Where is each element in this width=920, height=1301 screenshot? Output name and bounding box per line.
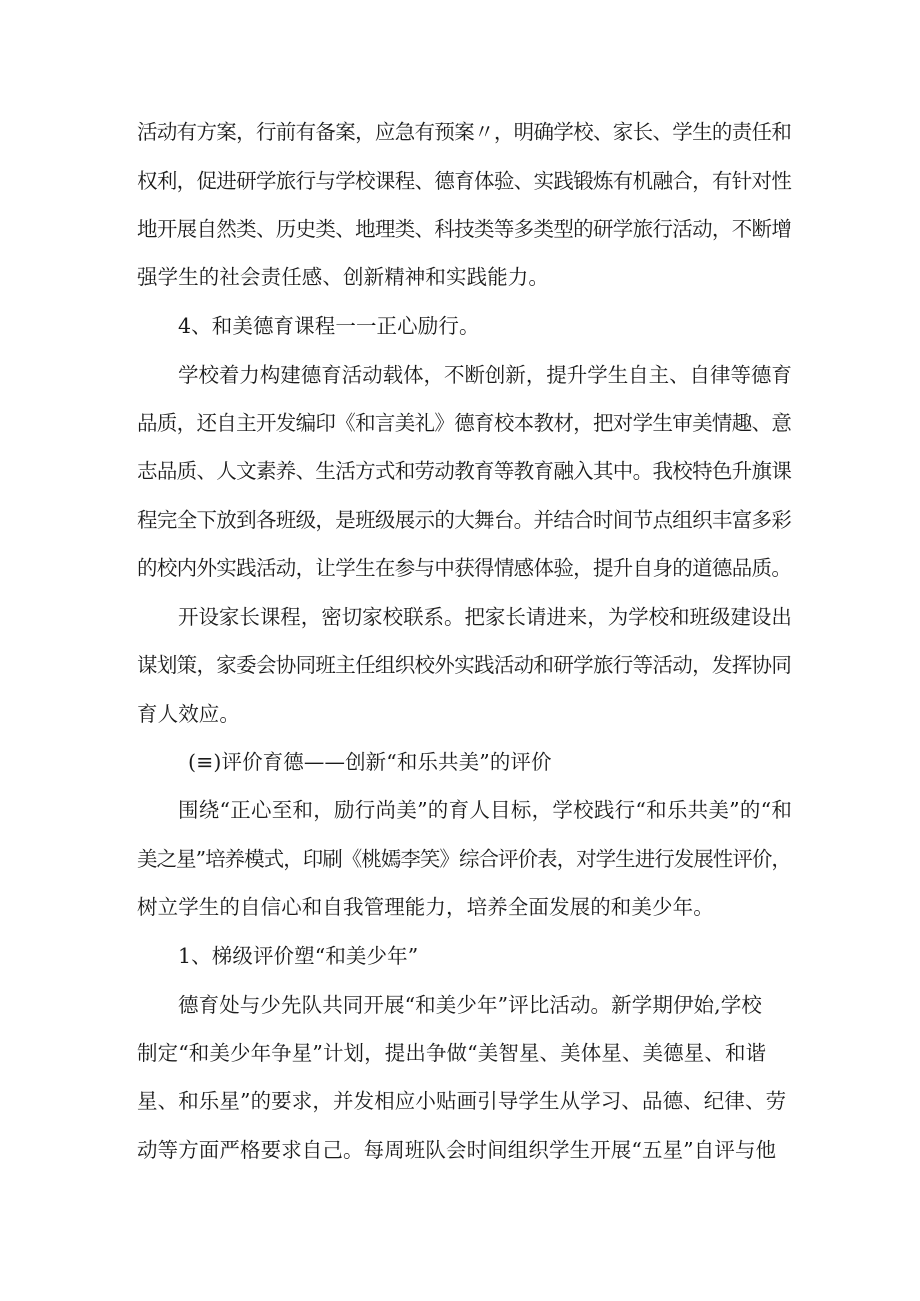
text-line: 育人效应。 (137, 702, 240, 726)
text-line: 权利，促进研学旅行与学校课程、德育体验、实践锻炼有机融合，有针对性 (137, 169, 792, 193)
text-line: 美之星”培养模式，印刷《桃嫣李笑》综合评价表，对学生进行发展性评价， (137, 847, 791, 871)
text-line: 活动有方案，行前有备案，应急有预案〃，明确学校、家长、学生的责任和 (137, 120, 792, 144)
text-line: 德育处与少先队共同开展“和美少年”评比活动。新学期伊始,学校 (178, 993, 762, 1017)
text-line: 星、和乐星”的要求，并发相应小贴画引导学生从学习、品德、纪律、劳 (137, 1089, 787, 1113)
text-line: 的校内外实践活动，让学生在参与中获得情感体验，提升自身的道德品质。 (137, 556, 792, 580)
section-heading: 1、梯级评价塑“和美少年” (178, 944, 419, 968)
text-line: 谋划策，家委会协同班主任组织校外实践活动和研学旅行等活动，发挥协同 (137, 653, 792, 677)
text-line: 围绕“正心至和，励行尚美”的育人目标，学校践行“和乐共美”的“和 (178, 798, 793, 822)
text-line: 树立学生的自信心和自我管理能力，培养全面发展的和美少年。 (137, 895, 714, 919)
text-line: 动等方面严格要求自己。每周班队会时间组织学生开展“五星”自评与他 (137, 1138, 777, 1162)
text-line: 制定“和美少年争星”计划，提出争做“美智星、美体星、美德星、和谐 (137, 1041, 767, 1065)
section-heading: (≡)评价育德——创新“和乐共美”的评价 (188, 750, 552, 774)
text-line: 强学生的社会责任感、创新精神和实践能力。 (137, 265, 549, 289)
text-line: 学校着力构建德育活动载体，不断创新，提升学生自主、自律等德育 (178, 363, 792, 387)
text-line: 品质，还自主开发编印《和言美礼》德育校本教材，把对学生审美情趣、意 (137, 411, 792, 435)
text-line: 志品质、人文素养、生活方式和劳动教育等教育融入其中。我校特色升旗课 (137, 459, 792, 483)
section-heading: 4、和美德育课程一一正心励行。 (178, 314, 480, 338)
text-line: 程完全下放到各班级，是班级展示的大舞台。并结合时间节点组织丰富多彩 (137, 508, 792, 532)
text-line: 地开展自然类、历史类、地理类、科技类等多类型的研学旅行活动，不断增 (137, 217, 792, 241)
text-line: 开设家长课程，密切家校联系。把家长请进来，为学校和班级建设出 (178, 605, 792, 629)
